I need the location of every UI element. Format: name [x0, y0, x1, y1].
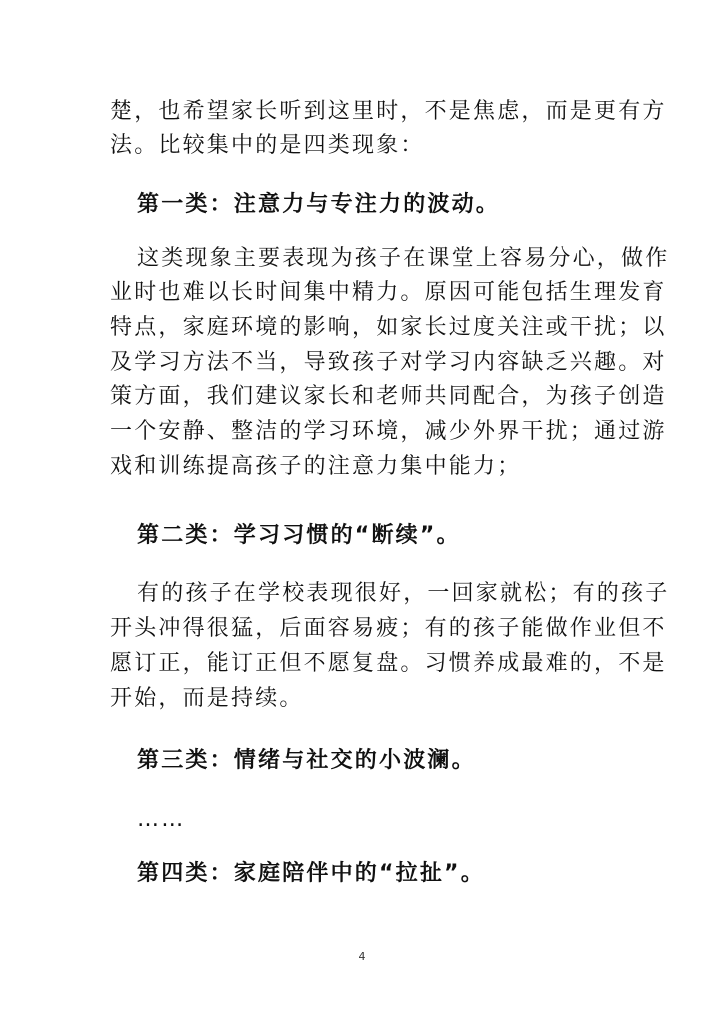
- intro-line-1: 楚，也希望家长听到这里时，不是焦虑，而是更有方: [110, 99, 667, 124]
- section-3-heading: 第三类：情绪与社交的小波澜。: [137, 748, 476, 773]
- section-1-line-7: 戏和训练提高孩子的注意力集中能力；: [110, 454, 522, 479]
- section-3-ellipsis: ……: [137, 807, 186, 832]
- section-1-line-3: 特点，家庭环境的影响，如家长过度关注或干扰；以: [110, 315, 667, 340]
- section-1-line-5: 策方面，我们建议家长和老师共同配合，为孩子创造: [110, 384, 667, 409]
- section-2-line-4: 开始，而是持续。: [110, 686, 304, 711]
- section-4-heading: 第四类：家庭陪伴中的“拉扯”。: [137, 861, 485, 886]
- section-1-line-1: 这类现象主要表现为孩子在课堂上容易分心，做作: [137, 246, 670, 271]
- intro-line-2: 法。比较集中的是四类现象：: [110, 133, 425, 158]
- section-1-line-4: 及学习方法不当，导致孩子对学习内容缺乏兴趣。对: [110, 350, 667, 375]
- section-1-heading: 第一类：注意力与专注力的波动。: [137, 192, 501, 217]
- section-2-line-3: 愿订正，能订正但不愿复盘。习惯养成最难的，不是: [110, 651, 667, 676]
- section-1-line-2: 业时也难以长时间集中精力。原因可能包括生理发育: [110, 280, 667, 305]
- section-2-heading: 第二类：学习习惯的“断续”。: [137, 523, 461, 548]
- section-2-line-1: 有的孩子在学校表现很好，一回家就松；有的孩子: [137, 581, 670, 606]
- page-number: 4: [358, 950, 366, 963]
- section-1-line-6: 一个安静、整洁的学习环境，减少外界干扰；通过游: [110, 419, 667, 444]
- section-2-line-2: 开头冲得很猛，后面容易疲；有的孩子能做作业但不: [110, 616, 667, 641]
